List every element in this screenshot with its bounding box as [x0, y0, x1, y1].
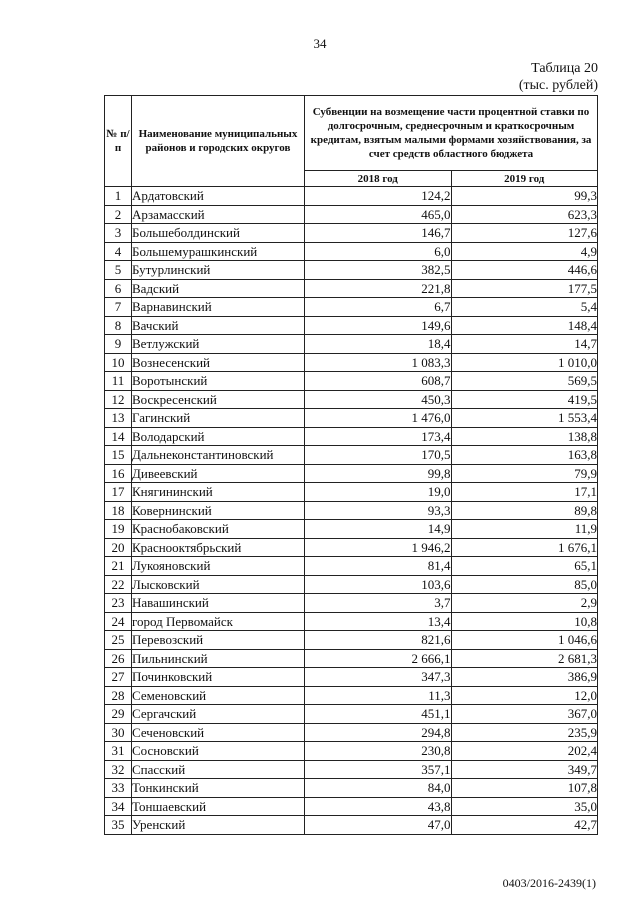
table-row — [105, 261, 598, 280]
table-row — [105, 816, 598, 835]
value-2018: 230,8 — [305, 742, 452, 761]
value-2019: 148,4 — [451, 316, 598, 335]
row-number: 4 — [105, 242, 132, 261]
value-2019: 35,0 — [451, 797, 598, 816]
value-2019: 419,5 — [451, 390, 598, 409]
value-2018: 84,0 — [305, 779, 452, 798]
row-number: 15 — [105, 446, 132, 465]
value-2018: 347,3 — [305, 668, 452, 687]
row-number: 30 — [105, 723, 132, 742]
district-name: Сеченовский — [132, 723, 305, 742]
value-2018: 1 946,2 — [305, 538, 452, 557]
value-2018: 821,6 — [305, 631, 452, 650]
value-2018: 18,4 — [305, 335, 452, 354]
value-2019: 4,9 — [451, 242, 598, 261]
district-name: Арзамасский — [132, 205, 305, 224]
row-number: 26 — [105, 649, 132, 668]
row-number: 31 — [105, 742, 132, 761]
header-num: № п/п — [105, 96, 132, 187]
row-number: 29 — [105, 705, 132, 724]
value-2018: 124,2 — [305, 187, 452, 206]
row-number: 1 — [105, 187, 132, 206]
table-row — [105, 705, 598, 724]
row-number: 3 — [105, 224, 132, 243]
district-name: Лукояновский — [132, 557, 305, 576]
table-units: (тыс. рублей) — [518, 78, 598, 93]
value-2019: 12,0 — [451, 686, 598, 705]
district-name: Володарский — [132, 427, 305, 446]
table-header — [105, 96, 598, 187]
row-number: 9 — [105, 335, 132, 354]
table-row — [105, 520, 598, 539]
row-number: 20 — [105, 538, 132, 557]
row-number: 22 — [105, 575, 132, 594]
table-row — [105, 427, 598, 446]
value-2018: 11,3 — [305, 686, 452, 705]
table-row — [105, 686, 598, 705]
value-2018: 221,8 — [305, 279, 452, 298]
value-2018: 1 476,0 — [305, 409, 452, 428]
value-2019: 1 553,4 — [451, 409, 598, 428]
district-name: Ковернинский — [132, 501, 305, 520]
row-number: 5 — [105, 261, 132, 280]
value-2018: 14,9 — [305, 520, 452, 539]
value-2019: 1 010,0 — [451, 353, 598, 372]
table-row — [105, 649, 598, 668]
header-year-2019: 2019 год — [451, 171, 598, 187]
row-number: 32 — [105, 760, 132, 779]
table-row — [105, 538, 598, 557]
value-2019: 367,0 — [451, 705, 598, 724]
row-number: 23 — [105, 594, 132, 613]
value-2018: 146,7 — [305, 224, 452, 243]
table-row — [105, 742, 598, 761]
value-2018: 451,1 — [305, 705, 452, 724]
table-row — [105, 205, 598, 224]
row-number: 34 — [105, 797, 132, 816]
table-row — [105, 335, 598, 354]
value-2019: 10,8 — [451, 612, 598, 631]
district-name: Сосновский — [132, 742, 305, 761]
value-2018: 81,4 — [305, 557, 452, 576]
value-2018: 608,7 — [305, 372, 452, 391]
value-2019: 446,6 — [451, 261, 598, 280]
district-name: город Первомайск — [132, 612, 305, 631]
row-number: 19 — [105, 520, 132, 539]
district-name: Краснооктябрьский — [132, 538, 305, 557]
value-2018: 149,6 — [305, 316, 452, 335]
row-number: 28 — [105, 686, 132, 705]
value-2018: 6,7 — [305, 298, 452, 317]
table-row — [105, 557, 598, 576]
value-2018: 382,5 — [305, 261, 452, 280]
header-year-2018: 2018 год — [305, 171, 452, 187]
value-2019: 14,7 — [451, 335, 598, 354]
district-name: Краснобаковский — [132, 520, 305, 539]
table-body — [105, 187, 598, 835]
table-row — [105, 464, 598, 483]
value-2018: 103,6 — [305, 575, 452, 594]
table-row — [105, 372, 598, 391]
row-number: 25 — [105, 631, 132, 650]
value-2019: 349,7 — [451, 760, 598, 779]
value-2018: 6,0 — [305, 242, 452, 261]
table-caption — [519, 60, 598, 94]
table-row — [105, 353, 598, 372]
row-number: 10 — [105, 353, 132, 372]
value-2018: 99,8 — [305, 464, 452, 483]
table-row — [105, 723, 598, 742]
value-2018: 465,0 — [305, 205, 452, 224]
table-row — [105, 483, 598, 502]
value-2019: 163,8 — [451, 446, 598, 465]
district-name: Починковский — [132, 668, 305, 687]
district-name: Воротынский — [132, 372, 305, 391]
value-2019: 177,5 — [451, 279, 598, 298]
table-row — [105, 390, 598, 409]
row-number: 21 — [105, 557, 132, 576]
district-name: Большемурашкинский — [132, 242, 305, 261]
district-name: Пильнинский — [132, 649, 305, 668]
value-2019: 99,3 — [451, 187, 598, 206]
row-number: 11 — [105, 372, 132, 391]
value-2018: 43,8 — [305, 797, 452, 816]
table-row — [105, 760, 598, 779]
table-row — [105, 501, 598, 520]
district-name: Вадский — [132, 279, 305, 298]
value-2019: 2 681,3 — [451, 649, 598, 668]
table-row — [105, 242, 598, 261]
table-row — [105, 575, 598, 594]
table-row — [105, 446, 598, 465]
value-2019: 235,9 — [451, 723, 598, 742]
district-name: Семеновский — [132, 686, 305, 705]
header-subsidy: Субвенции на возмещение части процентной ставки по долгосрочным, среднесрочным и краткосрочным кредитам, взятым малыми формами хозяйствования, за счет средств областного бюджета — [305, 96, 598, 171]
table-row — [105, 224, 598, 243]
table-row — [105, 612, 598, 631]
district-name: Вознесенский — [132, 353, 305, 372]
value-2019: 623,3 — [451, 205, 598, 224]
value-2019: 5,4 — [451, 298, 598, 317]
row-number: 17 — [105, 483, 132, 502]
row-number: 7 — [105, 298, 132, 317]
value-2019: 569,5 — [451, 372, 598, 391]
table-row — [105, 797, 598, 816]
value-2019: 138,8 — [451, 427, 598, 446]
value-2019: 42,7 — [451, 816, 598, 835]
district-name: Навашинский — [132, 594, 305, 613]
table-row — [105, 316, 598, 335]
value-2018: 357,1 — [305, 760, 452, 779]
table-row — [105, 187, 598, 206]
district-name: Ветлужский — [132, 335, 305, 354]
value-2018: 2 666,1 — [305, 649, 452, 668]
table-row — [105, 631, 598, 650]
value-2018: 13,4 — [305, 612, 452, 631]
row-number: 6 — [105, 279, 132, 298]
row-number: 12 — [105, 390, 132, 409]
district-name: Ардатовский — [132, 187, 305, 206]
value-2019: 17,1 — [451, 483, 598, 502]
value-2019: 11,9 — [451, 520, 598, 539]
value-2018: 450,3 — [305, 390, 452, 409]
table-row — [105, 594, 598, 613]
value-2018: 93,3 — [305, 501, 452, 520]
value-2019: 2,9 — [451, 594, 598, 613]
value-2018: 19,0 — [305, 483, 452, 502]
district-name: Гагинский — [132, 409, 305, 428]
district-name: Уренский — [132, 816, 305, 835]
district-name: Сергачский — [132, 705, 305, 724]
district-name: Спасский — [132, 760, 305, 779]
district-name: Большеболдинский — [132, 224, 305, 243]
row-number: 2 — [105, 205, 132, 224]
header-name: Наименование муниципальных районов и городских округов — [132, 96, 305, 187]
row-number: 24 — [105, 612, 132, 631]
table-row — [105, 298, 598, 317]
district-name: Бутурлинский — [132, 261, 305, 280]
district-name: Лысковский — [132, 575, 305, 594]
table-row — [105, 668, 598, 687]
district-name: Дальнеконстантиновский — [132, 446, 305, 465]
row-number: 8 — [105, 316, 132, 335]
district-name: Тоншаевский — [132, 797, 305, 816]
value-2019: 65,1 — [451, 557, 598, 576]
value-2019: 89,8 — [451, 501, 598, 520]
table-row — [105, 409, 598, 428]
value-2018: 294,8 — [305, 723, 452, 742]
row-number: 14 — [105, 427, 132, 446]
district-name: Тонкинский — [132, 779, 305, 798]
value-2019: 1 676,1 — [451, 538, 598, 557]
value-2019: 202,4 — [451, 742, 598, 761]
value-2019: 1 046,6 — [451, 631, 598, 650]
district-name: Вачский — [132, 316, 305, 335]
subsidy-table — [104, 95, 598, 835]
row-number: 13 — [105, 409, 132, 428]
document-code: 0403/2016-2439(1) — [502, 876, 596, 890]
value-2018: 1 083,3 — [305, 353, 452, 372]
district-name: Перевозский — [132, 631, 305, 650]
row-number: 33 — [105, 779, 132, 798]
value-2019: 127,6 — [451, 224, 598, 243]
value-2019: 79,9 — [451, 464, 598, 483]
table-row — [105, 779, 598, 798]
district-name: Воскресенский — [132, 390, 305, 409]
district-name: Княгининский — [132, 483, 305, 502]
value-2018: 3,7 — [305, 594, 452, 613]
value-2019: 386,9 — [451, 668, 598, 687]
value-2018: 173,4 — [305, 427, 452, 446]
value-2019: 107,8 — [451, 779, 598, 798]
district-name: Варнавинский — [132, 298, 305, 317]
value-2018: 170,5 — [305, 446, 452, 465]
table-title: Таблица 20 — [531, 61, 598, 76]
value-2019: 85,0 — [451, 575, 598, 594]
row-number: 35 — [105, 816, 132, 835]
table-row — [105, 279, 598, 298]
page-number: 34 — [313, 36, 327, 51]
row-number: 27 — [105, 668, 132, 687]
row-number: 16 — [105, 464, 132, 483]
district-name: Дивеевский — [132, 464, 305, 483]
value-2018: 47,0 — [305, 816, 452, 835]
row-number: 18 — [105, 501, 132, 520]
